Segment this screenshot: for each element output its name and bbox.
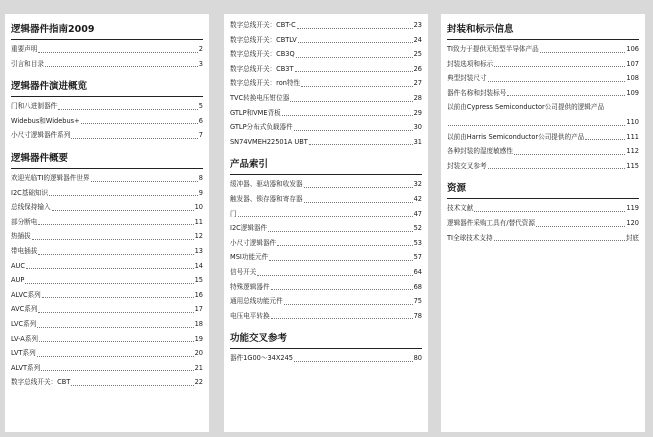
toc-entry-label: 重要声明 <box>11 45 38 53</box>
dot-leader <box>37 356 194 357</box>
section-title: 逻辑器件演进概览 <box>11 81 88 93</box>
section-title: 产品索引 <box>230 159 269 171</box>
dot-leader <box>91 181 198 182</box>
toc-entry-page: 18 <box>194 319 203 328</box>
toc-entry-page: 68 <box>413 282 422 291</box>
toc-entry[interactable] <box>11 57 203 72</box>
dot-leader <box>271 289 413 290</box>
dot-leader <box>38 52 197 53</box>
toc-entry[interactable] <box>230 294 422 309</box>
dot-leader <box>494 66 625 67</box>
toc-entry[interactable] <box>230 221 422 236</box>
toc-entry-page: 52 <box>413 224 422 233</box>
dot-leader <box>290 101 412 102</box>
toc-entry-label: 以前由Cypress Semiconductor公司提供的逻辑产品 <box>447 103 605 112</box>
toc-entry-page: 封底 <box>625 233 639 242</box>
toc-entry-page: 15 <box>194 276 203 285</box>
toc-entry-label: 欢迎光临TI的逻辑器件世界 <box>11 173 90 182</box>
toc-entry-page: 42 <box>413 194 422 203</box>
dot-leader <box>38 312 193 313</box>
toc-column-3 <box>441 14 645 432</box>
toc-entry-label: GTLP分布式负载器件 <box>230 123 293 132</box>
dot-leader <box>304 202 413 203</box>
toc-entry-label: I2C逻辑器件 <box>230 224 268 233</box>
toc-entry-page: 21 <box>194 363 203 372</box>
dot-leader <box>284 304 413 305</box>
toc-entry-label: 触发器、锁存器和寄存器 <box>230 194 303 203</box>
dot-leader <box>32 239 194 240</box>
dot-leader <box>304 187 413 188</box>
dot-leader <box>37 327 193 328</box>
dot-leader <box>297 28 413 29</box>
toc-entry-page: 108 <box>626 74 639 83</box>
toc-entry-label: 缓冲器、驱动器和收发器 <box>230 180 303 189</box>
dot-leader <box>301 86 412 87</box>
toc-entry[interactable] <box>230 280 422 295</box>
dot-leader <box>540 52 626 53</box>
toc-entry-label: 数字总线开关：ron特性 <box>230 79 301 88</box>
dot-leader <box>71 138 197 139</box>
toc-entry-page: 25 <box>413 50 422 59</box>
section-rule <box>11 168 203 169</box>
toc-entry-label: TI全球技术支持 <box>447 233 493 242</box>
toc-entry[interactable] <box>447 100 639 129</box>
toc-entry-page: 19 <box>194 334 203 343</box>
dot-leader <box>25 283 193 284</box>
toc-entry-label: Widebus和Widebus+ <box>11 116 80 125</box>
toc-entry-page: 2 <box>198 45 203 53</box>
dot-leader <box>41 370 193 371</box>
dot-leader <box>49 195 198 196</box>
toc-entry[interactable] <box>230 265 422 280</box>
toc-entry-label: 信号开关 <box>230 267 257 276</box>
section-rule <box>11 39 203 40</box>
dot-leader <box>58 109 198 110</box>
toc-entry-label: 典型封装尺寸 <box>447 74 487 83</box>
toc-entry-label: 逻辑器件采购工具有/替代资源 <box>447 218 535 227</box>
toc-entry-label: 门 <box>230 209 237 218</box>
toc-entry-label: LVC系列 <box>11 319 37 328</box>
toc-entry-page: 12 <box>194 232 203 241</box>
dot-leader <box>448 125 625 126</box>
toc-entry[interactable] <box>447 130 639 145</box>
toc-entry[interactable] <box>11 200 203 215</box>
toc-entry-page: 24 <box>413 35 422 44</box>
toc-entry[interactable] <box>11 332 203 347</box>
toc-entry-page: 11 <box>194 217 203 226</box>
toc-entry[interactable] <box>11 273 203 288</box>
toc-entry-page: 64 <box>413 267 422 276</box>
toc-entry-label: ALVT系列 <box>11 363 41 372</box>
toc-entry[interactable] <box>11 42 203 57</box>
toc-entry-label: TVC转换电压钳位器 <box>230 93 290 102</box>
section-title: 功能交叉参考 <box>230 333 288 345</box>
toc-entry[interactable] <box>447 71 639 86</box>
toc-entry[interactable] <box>447 216 639 231</box>
toc-entry[interactable] <box>11 302 203 317</box>
section-title: 逻辑器件概要 <box>11 152 69 164</box>
toc-column-2 <box>224 14 428 432</box>
dot-leader <box>45 66 198 67</box>
toc-entry-page: 13 <box>194 246 203 255</box>
section-rule <box>230 348 422 349</box>
toc-entry-page: 115 <box>626 161 639 170</box>
toc-entry-page: 26 <box>413 64 422 73</box>
section-title: 资源 <box>447 183 467 195</box>
toc-entry[interactable] <box>230 177 422 192</box>
toc-entry[interactable] <box>230 309 422 324</box>
toc-entry[interactable] <box>11 244 203 259</box>
dot-leader <box>277 245 412 246</box>
toc-entry-page: 120 <box>626 218 639 227</box>
dot-leader <box>474 211 625 212</box>
toc-entry-label: 技术文献 <box>447 204 474 213</box>
toc-entry[interactable] <box>447 231 639 246</box>
dot-leader <box>38 224 193 225</box>
toc-entry-label: 数字总线开关：CB3Q <box>230 50 295 59</box>
toc-entry[interactable] <box>11 288 203 303</box>
toc-entry-label: 特殊逻辑器件 <box>230 282 270 291</box>
toc-entry-label: LV-A系列 <box>11 334 39 343</box>
dot-leader <box>269 260 412 261</box>
toc-entry-label: 门和八进制器件 <box>11 102 58 111</box>
toc-entry[interactable] <box>11 171 203 186</box>
toc-entry[interactable] <box>230 47 422 62</box>
toc-entry-label: ALVC系列 <box>11 290 41 299</box>
toc-entry-label: 各种封装的湿度敏感性 <box>447 147 513 156</box>
toc-entry[interactable] <box>230 250 422 265</box>
toc-entry-page: 47 <box>413 209 422 218</box>
toc-entry[interactable] <box>11 215 203 230</box>
dot-leader <box>296 57 413 58</box>
toc-entry[interactable] <box>447 57 639 72</box>
toc-entry-page: 22 <box>194 378 203 387</box>
toc-entry-label: 封装交叉参考 <box>447 161 487 170</box>
toc-entry-page: 32 <box>413 180 422 189</box>
toc-entry-page: 106 <box>626 45 639 53</box>
dot-leader <box>39 341 194 342</box>
toc-entry-page: 29 <box>413 108 422 117</box>
toc-entry-page: 111 <box>626 132 639 141</box>
dot-leader <box>52 210 194 211</box>
toc-entry[interactable] <box>230 192 422 207</box>
dot-leader <box>507 95 625 96</box>
toc-entry-page: 112 <box>626 147 639 156</box>
toc-entry-page: 57 <box>413 253 422 262</box>
dot-leader <box>282 115 413 116</box>
toc-entry-page: 31 <box>413 137 422 146</box>
toc-entry-page: 119 <box>626 204 639 213</box>
toc-entry-page: 110 <box>626 117 639 126</box>
toc-entry[interactable] <box>11 346 203 361</box>
toc-entry-label: TI致力于提供无铅型半导体产品 <box>447 45 539 53</box>
toc-entry-page: 14 <box>194 261 203 270</box>
toc-entry-label: MSI功能元件 <box>230 253 269 262</box>
toc-entry[interactable] <box>447 159 639 174</box>
dot-leader <box>26 268 194 269</box>
toc-entry-page: 7 <box>198 131 203 140</box>
toc-entry[interactable] <box>230 18 422 33</box>
toc-entry-label: GTLP和VME背板 <box>230 108 281 117</box>
toc-entry-label: LVT系列 <box>11 349 36 358</box>
toc-entry[interactable] <box>11 128 203 143</box>
toc-entry[interactable] <box>447 42 639 57</box>
dot-leader <box>309 144 413 145</box>
toc-entry-page: 75 <box>413 297 422 306</box>
toc-entry-page: 8 <box>198 173 203 182</box>
toc-entry-page: 80 <box>413 354 422 363</box>
toc-entry-page: 5 <box>198 102 203 111</box>
toc-entry-label: 以前由Harris Semiconductor公司提供的产品 <box>447 132 585 141</box>
toc-entry-label: 数字总线开关：CBTLV <box>230 35 297 44</box>
toc-entry[interactable] <box>230 33 422 48</box>
toc-entry-page: 53 <box>413 238 422 247</box>
toc-entry[interactable] <box>230 351 422 366</box>
toc-entry[interactable] <box>11 375 203 390</box>
toc-entry-label: I2C基础知识 <box>11 188 49 197</box>
toc-entry[interactable] <box>11 99 203 114</box>
dot-leader <box>488 168 626 169</box>
toc-entry-label: 器件名称和封装标号 <box>447 88 507 97</box>
toc-entry-label: 数字总线开关：CB3T <box>230 64 294 73</box>
toc-entry-page: 10 <box>194 203 203 212</box>
toc-entry[interactable] <box>230 62 422 77</box>
toc-entry-label: 小尺寸逻辑器件 <box>230 238 277 247</box>
dot-leader <box>38 254 193 255</box>
toc-entry[interactable] <box>230 76 422 91</box>
section-rule <box>11 96 203 97</box>
section-title: 封装和标示信息 <box>447 24 514 35</box>
toc-entry-page: 78 <box>413 311 422 320</box>
toc-entry[interactable] <box>230 236 422 251</box>
toc-entry-label: 部分断电 <box>11 217 38 226</box>
toc-entry[interactable] <box>11 114 203 129</box>
section-rule <box>230 174 422 175</box>
toc-entry-label: AUP <box>11 276 25 285</box>
dot-leader <box>295 71 413 72</box>
dot-leader <box>271 318 413 319</box>
toc-entry[interactable] <box>230 120 422 135</box>
toc-entry[interactable] <box>11 361 203 376</box>
toc-entry-page: 3 <box>198 59 203 68</box>
dot-leader <box>585 139 625 140</box>
dot-leader <box>71 385 193 386</box>
section-title: 逻辑器件指南2009 <box>11 24 95 35</box>
toc-entry-label: 通用总线功能元件 <box>230 297 283 306</box>
toc-entry[interactable] <box>447 86 639 101</box>
toc-column-1 <box>5 14 209 432</box>
toc-entry[interactable] <box>447 201 639 216</box>
toc-entry-page: 23 <box>413 21 422 29</box>
toc-entry[interactable] <box>230 106 422 121</box>
dot-leader <box>536 226 625 227</box>
toc-entry[interactable] <box>230 135 422 150</box>
section-rule <box>447 198 639 199</box>
dot-leader <box>294 130 413 131</box>
toc-entry-label: 带电插拔 <box>11 246 38 255</box>
toc-entry-page: 16 <box>194 290 203 299</box>
toc-entry-page: 30 <box>413 123 422 132</box>
toc-entry-page: 20 <box>194 349 203 358</box>
dot-leader <box>42 297 194 298</box>
toc-entry-page: 17 <box>194 305 203 314</box>
toc-entry-label: SN74VMEH22501A UBT <box>230 137 308 146</box>
dot-leader <box>488 81 626 82</box>
toc-entry-page: 6 <box>198 116 203 125</box>
toc-entry[interactable] <box>11 229 203 244</box>
toc-entry-label: AVC系列 <box>11 305 38 314</box>
toc-entry-label: 小尺寸逻辑器件系列 <box>11 131 71 140</box>
dot-leader <box>514 154 625 155</box>
toc-entry[interactable] <box>11 259 203 274</box>
dot-leader <box>238 216 413 217</box>
dot-leader <box>257 275 412 276</box>
toc-entry-page: 9 <box>198 188 203 197</box>
toc-entry-label: 热插拔 <box>11 232 31 241</box>
toc-entry-page: 109 <box>626 88 639 97</box>
toc-entry-label: 数字总线开关：CBT-C <box>230 21 296 29</box>
dot-leader <box>81 123 198 124</box>
section-rule <box>447 39 639 40</box>
toc-entry[interactable] <box>11 186 203 201</box>
toc-entry-page: 107 <box>626 59 639 68</box>
toc-entry[interactable] <box>11 317 203 332</box>
toc-entry[interactable] <box>230 91 422 106</box>
dot-leader <box>268 231 412 232</box>
toc-entry-label: 电压电平转换 <box>230 311 270 320</box>
toc-entry-label: AUC <box>11 261 25 270</box>
toc-entry[interactable] <box>447 144 639 159</box>
toc-entry-page: 28 <box>413 93 422 102</box>
toc-entry-label: 数字总线开关：CBT <box>11 378 71 387</box>
dot-leader <box>494 240 625 241</box>
dot-leader <box>298 42 413 43</box>
toc-entry-label: 总线保持输入 <box>11 203 51 212</box>
toc-entry[interactable] <box>230 207 422 222</box>
toc-entry-page: 27 <box>413 79 422 88</box>
toc-entry-label: 封装选项和标示 <box>447 59 494 68</box>
toc-entry-label: 引言和目录 <box>11 59 44 68</box>
dot-leader <box>294 361 413 362</box>
toc-entry-label: 器件1G00～34X245 <box>230 354 293 363</box>
